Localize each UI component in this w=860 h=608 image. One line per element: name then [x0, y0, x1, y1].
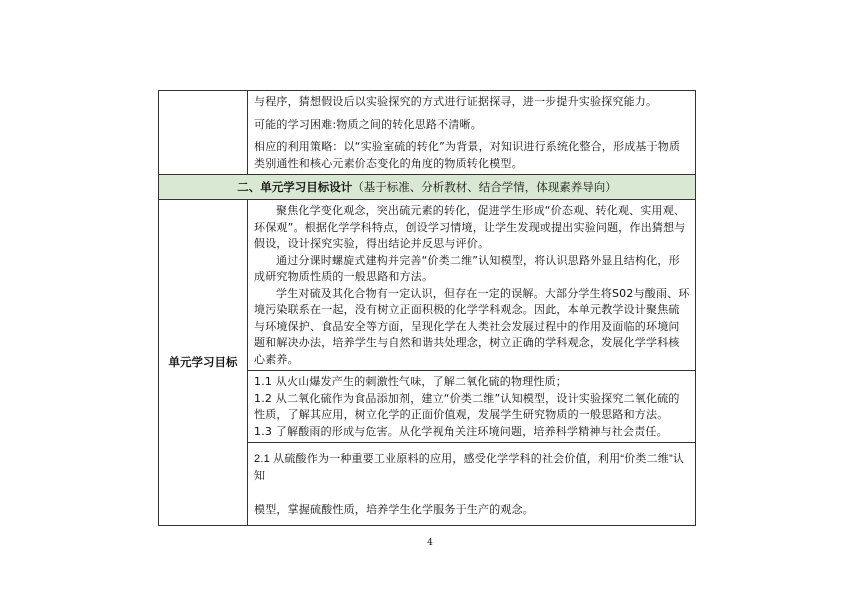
objectives-label-cell	[159, 200, 248, 526]
objective-1-3: 1.3 了解酸雨的形成与危害。从化学视角关注环境问题，培养科学精神与社会责任。	[254, 424, 668, 438]
section-header-row	[159, 175, 696, 200]
top-row	[159, 91, 696, 175]
objective-1-1: 1.1 从火山爆发产生的刺激性气味，了解二氧化硫的物理性质；	[254, 375, 567, 388]
process-line: 与程序，猜想假设后以实验探究的方式进行证据探寻，进一步提升实验探究能力。	[254, 95, 658, 108]
section-title: 二、单元学习目标设计	[237, 180, 353, 194]
page-number: 4	[427, 538, 433, 548]
learning-strategy: 相应的利用策略：以“实验室硫的转化”为背景，对知识进行系统化整合，形成基于物质类别通性和核心元素价态变化的角度的物质转化模型。	[254, 140, 681, 170]
objectives-intro-cell	[248, 200, 696, 371]
objective-1-2: 1.2 从二氧化硫作为食品添加剂，建立“价类二维”认知模型，设计实验探究二氧化硫的性质，了解其应用，树立化学的正面价值观，发展学生研究物质的一般思路和方法。	[254, 391, 680, 421]
objective-2-1-line2: 模型，掌握硫酸性质，培养学生化学服务于生产的观念。	[254, 504, 534, 516]
top-left-empty-cell	[159, 91, 248, 175]
objective-paragraph: 通过分课时螺旋式建构并完善“价类二维”认知模型，将认识思路外显且结构化，形成研究物质性质的一般思路和方法。	[254, 253, 680, 283]
objective-paragraph: 聚焦化学变化观念，突出硫元素的转化，促进学生形成“价态观、转化观、实用观、环保观”。根据化学学科特点，创设学习情境，让学生发现或提出实验问题，作出猜想与假设，设计探究实验，得出结论并反思与评价。	[254, 204, 686, 250]
section-header	[159, 175, 696, 200]
objective-paragraph: 学生对硫及其化合物有一定认识，但存在一定的误解。大部分学生将S02与酸雨、环境污染联系在一起，没有树立正面积极的化学学科观念。因此，本单元教学设计聚焦硫与环境保护、食品安全等方面，呈现化学在人类社会发展过程中的作用及面临的环境问题和解决办法，培养学生与自然和谐共处理念，树立正确的学科观念，发展化学学科核心素养。	[254, 286, 690, 366]
objective-2-1-line1: 2.1 从硫酸作为一种重要工业原料的应用，感受化学学科的社会价值，利用“价类二维”认知	[254, 453, 685, 482]
learning-difficulty: 可能的学习困难:物质之间的转化思路不清晰。	[254, 117, 482, 131]
objectives-label: 单元学习目标	[168, 355, 238, 370]
section-subtitle: （基于标准、分析教材、结合学情，体现素养导向）	[352, 180, 617, 194]
objectives-intro-row	[159, 200, 696, 371]
content-table	[158, 90, 696, 526]
objectives-list-1-cell	[248, 371, 696, 443]
top-right-cell	[248, 91, 696, 175]
objectives-list-2-cell	[248, 443, 696, 526]
